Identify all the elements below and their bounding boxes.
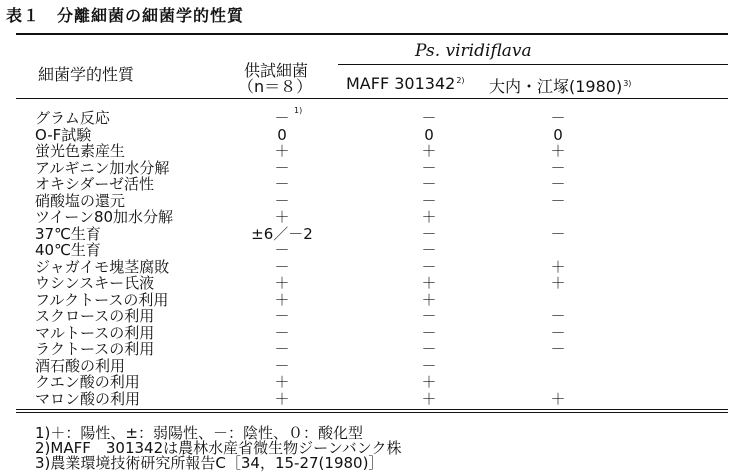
maff-footnote-mark: 2) (456, 75, 465, 85)
row-ouchi-value: － (550, 323, 566, 342)
footnote-1: 1)＋：陽性、±：弱陽性、－：陰性、０：酸化型 (35, 424, 363, 442)
row-ouchi-value: ＋ (550, 142, 566, 160)
row-test-value: ＋ (274, 290, 290, 309)
row-maff-value: ＋ (421, 290, 437, 309)
row-maff-value: － (421, 109, 437, 127)
property-header: 細菌学的性質 (38, 65, 135, 84)
row-test-value: － (274, 109, 290, 127)
sample-size-header: （n＝８） (238, 77, 313, 96)
footnote-2: 2)MAFF 301342は農林水産省微生物ジーンバンク株 (35, 439, 402, 457)
row-maff-value: － (421, 241, 437, 259)
row-property-name: 酒石酸の利用 (35, 356, 126, 375)
row-test-value: － (274, 340, 290, 358)
table-bottom-rule (16, 412, 728, 413)
row-maff-value: － (421, 257, 437, 276)
row-maff-value: ＋ (421, 142, 437, 160)
row-property-name: グラム反応 (35, 109, 110, 127)
ouchi-column-label: 大内・江塚(1980) (489, 77, 623, 96)
row-maff-value: ＋ (421, 373, 437, 391)
row-maff-value: － (421, 340, 437, 358)
row-test-value: － (274, 356, 290, 375)
row-maff-value: ＋ (421, 389, 437, 408)
row-test-value: － (274, 158, 290, 177)
row-ouchi-value: ＋ (550, 389, 566, 408)
row-ouchi-value: 0 (553, 125, 563, 144)
row-test-value: － (274, 241, 290, 259)
row-maff-value: ＋ (421, 274, 437, 292)
row-property-name: O-F試験 (35, 125, 92, 144)
row-test-value: ＋ (274, 274, 290, 292)
row-property-name: スクロースの利用 (35, 307, 155, 325)
row-property-name: 40℃生育 (35, 241, 101, 259)
row-ouchi-value: － (550, 191, 566, 210)
row-ouchi-value: ＋ (550, 257, 566, 276)
row-maff-value: － (421, 191, 437, 210)
row-property-name: オキシダーゼ活性 (35, 175, 154, 193)
row-maff-value: － (421, 224, 437, 243)
row-ouchi-value: － (550, 224, 566, 243)
maff-column-header (346, 74, 465, 93)
row-ouchi-value: ＋ (550, 274, 566, 292)
row-maff-value: － (421, 356, 437, 375)
footnote-3: 3)農業環境技術研究所報告C［34，15-27(1980)］ (35, 454, 384, 472)
row-maff-value: － (421, 175, 437, 193)
row-test-value: ＋ (274, 373, 290, 391)
ouchi-footnote-mark: 3) (623, 78, 632, 88)
row-test-value: ±6／－2 (251, 224, 313, 243)
row-maff-value: － (421, 158, 437, 177)
row-property-name: ツイーン80加水分解 (35, 208, 174, 226)
row-test-value: － (274, 257, 290, 276)
row-test-value: 0 (277, 125, 287, 144)
row-property-name: ジャガイモ塊茎腐敗 (35, 257, 170, 276)
table-title: 表１ 分離細菌の細菌学的性質 (6, 6, 245, 25)
row-property-name: クエン酸の利用 (35, 373, 140, 391)
row-test-value: － (274, 175, 290, 193)
row-test-value: － (274, 307, 290, 325)
row-test-value: ＋ (274, 389, 290, 408)
header-bottom-rule (16, 98, 728, 99)
row-ouchi-value: － (550, 307, 566, 325)
first-cell-footnote-mark: 1) (294, 106, 303, 115)
row-ouchi-value: － (550, 158, 566, 177)
ouchi-column-header (489, 74, 631, 97)
row-property-name: ラクトースの利用 (35, 340, 155, 358)
row-maff-value: 0 (424, 125, 434, 144)
row-maff-value: － (421, 307, 437, 325)
row-maff-value: － (421, 323, 437, 342)
row-property-name: フルクトースの利用 (35, 290, 169, 309)
row-test-value: － (274, 323, 290, 342)
body-bottom-rule (16, 409, 728, 410)
maff-column-label: MAFF 301342 (346, 74, 456, 93)
row-test-value: － (274, 191, 290, 210)
row-ouchi-value: － (550, 175, 566, 193)
species-underline (338, 64, 728, 65)
row-test-value: ＋ (274, 142, 290, 160)
table-top-rule (16, 33, 728, 35)
row-property-name: マロン酸の利用 (35, 389, 141, 408)
test-bacteria-header: 供試細菌 (244, 61, 309, 80)
row-ouchi-value: － (550, 340, 566, 358)
row-property-name: ウシンスキー氏液 (35, 274, 155, 292)
row-property-name: 37℃生育 (35, 224, 101, 243)
row-test-value: ＋ (274, 208, 290, 226)
row-property-name: 蛍光色素産生 (35, 142, 126, 160)
row-property-name: アルギニン加水分解 (35, 158, 170, 177)
row-property-name: 硝酸塩の還元 (35, 191, 126, 210)
row-maff-value: ＋ (421, 208, 437, 226)
row-property-name: マルトースの利用 (35, 323, 155, 342)
row-ouchi-value: － (550, 109, 566, 127)
species-header: Ps. viridiflava (415, 41, 532, 61)
